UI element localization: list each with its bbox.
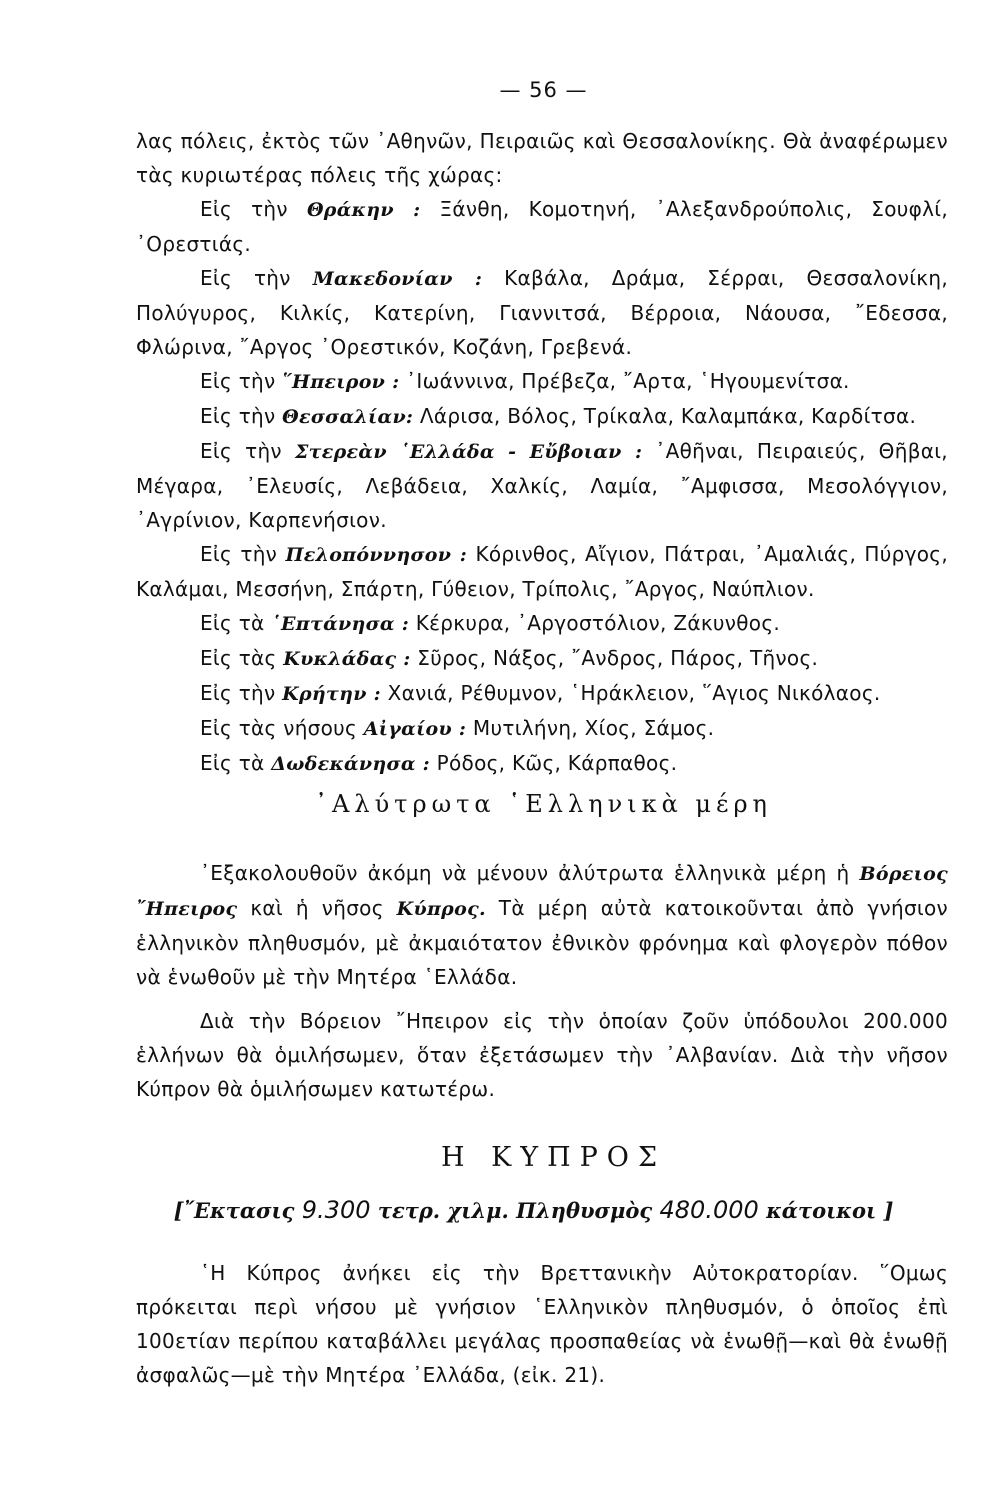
region-prefix: Εἰς τὴν [200, 197, 288, 221]
region-cities: Σῦρος, Νάξος, ῎Ανδρος, Πάρος, Τῆνος. [417, 646, 819, 670]
region-name: Αἰγαίου : [363, 718, 467, 740]
cyprus-section [136, 1256, 948, 1392]
region-entry [136, 192, 948, 261]
region-prefix: Εἰς τὴν [200, 404, 276, 428]
region-name: Πελοπόννησον : [285, 544, 468, 566]
region-cities: Χανιά, Ρέθυμνον, ῾Ηράκλειον, ῞Αγιος Νικόλαος. [387, 681, 881, 705]
region-name: Κρήτην : [282, 683, 381, 705]
region-cities: Ρόδος, Κῶς, Κάρπαθος. [436, 751, 678, 775]
region-name: Κυκλάδας : [283, 648, 411, 670]
intro-paragraph: λας πόλεις, ἐκτὸς τῶν ᾿Αθηνῶν, Πειραιῶς καὶ Θεσσαλονίκης. Θὰ ἀναφέρωμεν τὰς κυριωτέρας πόλεις τῆς χώρας: [136, 129, 948, 187]
cyprus-paragraph: ῾Η Κύπρος ἀνήκει εἰς τὴν Βρεττανικὴν Αὐτοκρατορίαν. ῞Ομως πρόκειται περὶ νήσου μὲ γνήσιον ῾Ελληνικὸν πληθυσμόν, ὁ ὁποῖος ἐπὶ 100ετίαν περίπου καταβάλλει μεγάλας προσπαθείας νὰ ἑνωθῇ—καὶ θὰ ἑνωθῇ ἀσφαλῶς—μὲ τὴν Μητέρα ᾿Ελλάδα, (εἰκ. 21). [136, 1261, 948, 1387]
region-cities: ᾿Αθῆναι, Πειραιεύς, Θῆβαι, Μέγαρα, ᾿Ελευσίς, Λεβάδεια, Χαλκίς, Λαμία, ῎Αμφισσα, Μεσολόγγιον, ᾿Αγρίνιον, Καρπενήσιον. [136, 439, 948, 532]
region-name: Στερεὰν ῾Ελλάδα - Εὔβοιαν : [294, 441, 643, 463]
region-cities: Λάρισα, Βόλος, Τρίκαλα, Καλαμπάκα, Καρδίτσα. [419, 404, 917, 428]
section-heading-unredeemed: ᾿Αλύτρωτα ῾Ελληνικὰ μέρη [315, 790, 772, 818]
unredeemed-paragraph-2: Διὰ τὴν Βόρειον ῎Ηπειρον εἰς τὴν ὁποίαν ζοῦν ὑπόδουλοι 200.000 ἑλλήνων θὰ ὁμιλήσωμεν, ὅταν ἐξετάσωμεν τὴν ᾿Αλβανίαν. Διὰ τὴν νῆσον Κύπρον θὰ ὁμιλήσωμεν κατωτέρω. [136, 1009, 948, 1101]
section-heading-cyprus: Η ΚΥΠΡΟΣ [440, 1142, 667, 1173]
page-number: — 56 — [499, 78, 588, 102]
unredeemed-section [136, 856, 948, 1106]
region-entry [136, 606, 948, 641]
region-cities: Ξάνθη, Κομοτηνή, ᾿Αλεξανδρούπολις, Σουφλί, ᾿Ορεστιάς. [136, 197, 948, 256]
region-entry [136, 746, 948, 781]
region-prefix: Εἰς τὴν [200, 681, 276, 705]
region-entry [136, 537, 948, 606]
cyprus-stats: [῎Εκτασις 9.300 τετρ. χιλμ. Πληθυσμὸς 480.000 κάτοικοι ] [173, 1196, 894, 1224]
region-prefix: Εἰς τὰ [200, 751, 265, 775]
region-list [136, 192, 948, 781]
city-list-block [136, 124, 948, 781]
region-prefix: Εἰς τὰ [200, 611, 265, 635]
region-name: ῞Ηπειρον : [282, 371, 400, 393]
region-prefix: Εἰς τὴν [200, 266, 291, 290]
region-name: Δωδεκάνησα : [271, 753, 430, 775]
region-entry [136, 641, 948, 676]
region-entry [136, 676, 948, 711]
region-name: Θράκην : [306, 199, 421, 221]
region-entry [136, 434, 948, 537]
region-entry [136, 399, 948, 434]
region-cities: Καβάλα, Δράμα, Σέρραι, Θεσσαλονίκη, Πολύγυρος, Κιλκίς, Κατερίνη, Γιαννιτσά, Βέρροια, Νάουσα, ῎Εδεσσα, Φλώρινα, ῎Αργος ᾿Ορεστικόν, Κοζάνη, Γρεβενά. [136, 266, 948, 359]
region-cities: Κόρινθος, Αἴγιον, Πάτραι, ᾿Αμαλιάς, Πύργος, Καλάμαι, Μεσσήνη, Σπάρτη, Γύθειον, Τρίπολις, ῎Αργος, Ναύπλιον. [136, 542, 948, 601]
region-cities: ᾿Ιωάννινα, Πρέβεζα, ῎Αρτα, ῾Ηγουμενίτσα. [406, 369, 850, 393]
unredeemed-paragraph-1: ᾿Εξακολουθοῦν ἀκόμη νὰ μένουν ἀλύτρωτα ἑλληνικὰ μέρη ἡ Βόρειος ῎Ηπειρος καὶ ἡ νῆσος Κύπρος. Τὰ μέρη αὐτὰ κατοικοῦνται ἀπὸ γνήσιον ἑλληνικὸν πληθυσμόν, μὲ ἀκμαιότατον ἐθνικὸν φρόνημα καὶ φλογερὸν πόθον νὰ ἑνωθοῦν μὲ τὴν Μητέρα ῾Ελλάδα. [136, 861, 948, 989]
region-entry [136, 711, 948, 746]
region-prefix: Εἰς τὴν [200, 542, 278, 566]
region-name: Μακεδονίαν : [312, 268, 483, 290]
region-prefix: Εἰς τὴν [200, 369, 276, 393]
region-cities: Μυτιλήνη, Χίος, Σάμος. [472, 716, 715, 740]
region-name: Θεσσαλίαν: [282, 406, 414, 428]
region-name: ῾Επτάνησα : [271, 613, 410, 635]
region-prefix: Εἰς τὰς νήσους [200, 716, 358, 740]
region-entry [136, 364, 948, 399]
region-cities: Κέρκυρα, ᾿Αργοστόλιον, Ζάκυνθος. [415, 611, 781, 635]
region-prefix: Εἰς τὴν [200, 439, 282, 463]
region-entry [136, 261, 948, 364]
region-prefix: Εἰς τὰς [200, 646, 277, 670]
